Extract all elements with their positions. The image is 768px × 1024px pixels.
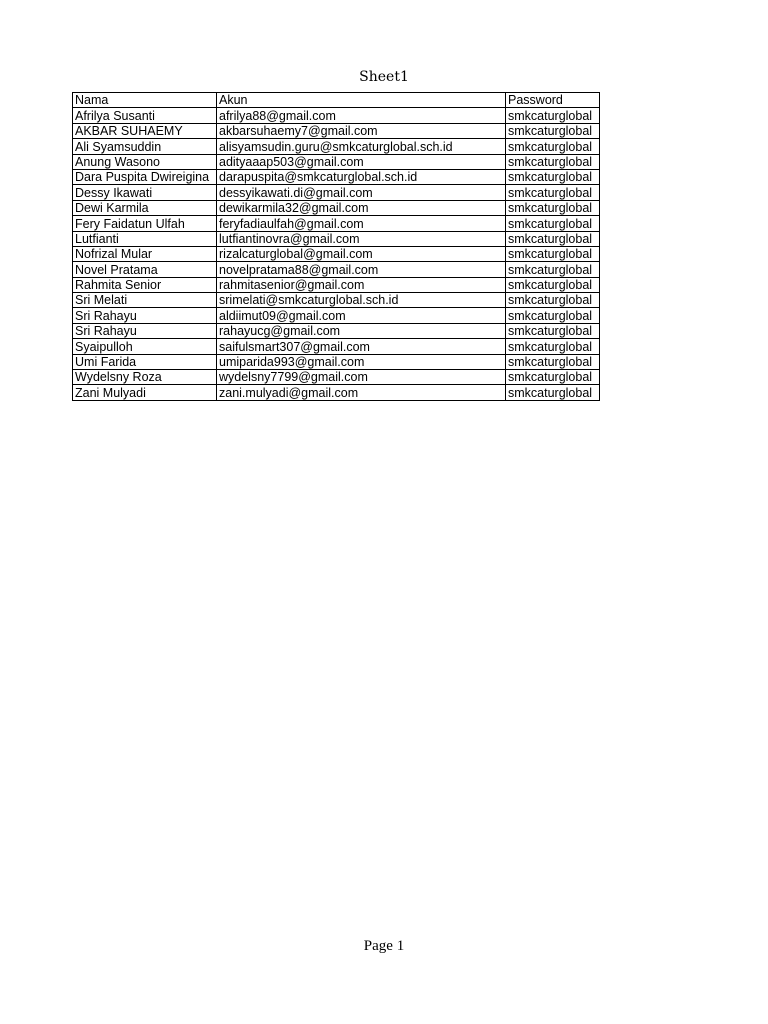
cell-akun: lutfiantinovra@gmail.com (217, 231, 506, 246)
table-row (73, 354, 600, 369)
cell-nama: Sri Melati (73, 293, 217, 308)
cell-akun: novelpratama88@gmail.com (217, 262, 506, 277)
cell-nama: Nofrizal Mular (73, 246, 217, 261)
cell-password: smkcaturglobal (506, 154, 600, 169)
cell-akun: darapuspita@smkcaturglobal.sch.id (217, 169, 506, 184)
table-row (73, 216, 600, 231)
cell-nama: Fery Faidatun Ulfah (73, 216, 217, 231)
header-password: Password (506, 93, 600, 108)
table-row (73, 123, 600, 138)
table-row (73, 339, 600, 354)
account-table (72, 92, 600, 401)
cell-nama: Zani Mulyadi (73, 385, 217, 400)
table-row (73, 277, 600, 292)
table-row (73, 293, 600, 308)
page-number: Page 1 (363, 938, 405, 954)
cell-nama: Anung Wasono (73, 154, 217, 169)
cell-nama: Umi Farida (73, 354, 217, 369)
cell-nama: Syaipulloh (73, 339, 217, 354)
cell-akun: rahmitasenior@gmail.com (217, 277, 506, 292)
cell-akun: rizalcaturglobal@gmail.com (217, 246, 506, 261)
cell-password: smkcaturglobal (506, 216, 600, 231)
cell-akun: rahayucg@gmail.com (217, 323, 506, 338)
cell-password: smkcaturglobal (506, 246, 600, 261)
cell-nama: Sri Rahayu (73, 323, 217, 338)
cell-akun: dewikarmila32@gmail.com (217, 200, 506, 215)
cell-password: smkcaturglobal (506, 262, 600, 277)
cell-akun: dessyikawati.di@gmail.com (217, 185, 506, 200)
table-row (73, 185, 600, 200)
cell-nama: Ali Syamsuddin (73, 139, 217, 154)
cell-nama: Rahmita Senior (73, 277, 217, 292)
cell-password: smkcaturglobal (506, 139, 600, 154)
header-akun: Akun (217, 93, 506, 108)
cell-akun: wydelsny7799@gmail.com (217, 370, 506, 385)
header-nama: Nama (73, 93, 217, 108)
cell-password: smkcaturglobal (506, 123, 600, 138)
cell-akun: alisyamsudin.guru@smkcaturglobal.sch.id (217, 139, 506, 154)
cell-nama: Sri Rahayu (73, 308, 217, 323)
cell-password: smkcaturglobal (506, 169, 600, 184)
header-row (73, 93, 600, 108)
cell-password: smkcaturglobal (506, 308, 600, 323)
cell-akun: adityaaap503@gmail.com (217, 154, 506, 169)
table-row (73, 169, 600, 184)
cell-akun: feryfadiaulfah@gmail.com (217, 216, 506, 231)
cell-password: smkcaturglobal (506, 385, 600, 400)
table-row (73, 308, 600, 323)
cell-password: smkcaturglobal (506, 185, 600, 200)
cell-password: smkcaturglobal (506, 277, 600, 292)
cell-nama: AKBAR SUHAEMY (73, 123, 217, 138)
cell-nama: Dessy Ikawati (73, 185, 217, 200)
cell-nama: Lutfianti (73, 231, 217, 246)
table-row (73, 139, 600, 154)
cell-akun: saifulsmart307@gmail.com (217, 339, 506, 354)
cell-password: smkcaturglobal (506, 200, 600, 215)
cell-password: smkcaturglobal (506, 231, 600, 246)
table-row (73, 108, 600, 123)
cell-akun: umiparida993@gmail.com (217, 354, 506, 369)
cell-password: smkcaturglobal (506, 323, 600, 338)
cell-password: smkcaturglobal (506, 370, 600, 385)
cell-akun: zani.mulyadi@gmail.com (217, 385, 506, 400)
table-body (73, 108, 600, 400)
cell-nama: Dara Puspita Dwireigina (73, 169, 217, 184)
cell-nama: Wydelsny Roza (73, 370, 217, 385)
cell-password: smkcaturglobal (506, 339, 600, 354)
cell-password: smkcaturglobal (506, 354, 600, 369)
table-row (73, 323, 600, 338)
table-row (73, 370, 600, 385)
table-row (73, 246, 600, 261)
cell-nama: Dewi Karmila (73, 200, 217, 215)
sheet-title: Sheet1 (359, 69, 409, 85)
cell-nama: Afrilya Susanti (73, 108, 217, 123)
table-row (73, 262, 600, 277)
cell-akun: afrilya88@gmail.com (217, 108, 506, 123)
cell-akun: srimelati@smkcaturglobal.sch.id (217, 293, 506, 308)
table-row (73, 154, 600, 169)
cell-akun: akbarsuhaemy7@gmail.com (217, 123, 506, 138)
cell-akun: aldiimut09@gmail.com (217, 308, 506, 323)
table-row (73, 200, 600, 215)
cell-password: smkcaturglobal (506, 108, 600, 123)
table-row (73, 231, 600, 246)
table-row (73, 385, 600, 400)
cell-nama: Novel Pratama (73, 262, 217, 277)
cell-password: smkcaturglobal (506, 293, 600, 308)
